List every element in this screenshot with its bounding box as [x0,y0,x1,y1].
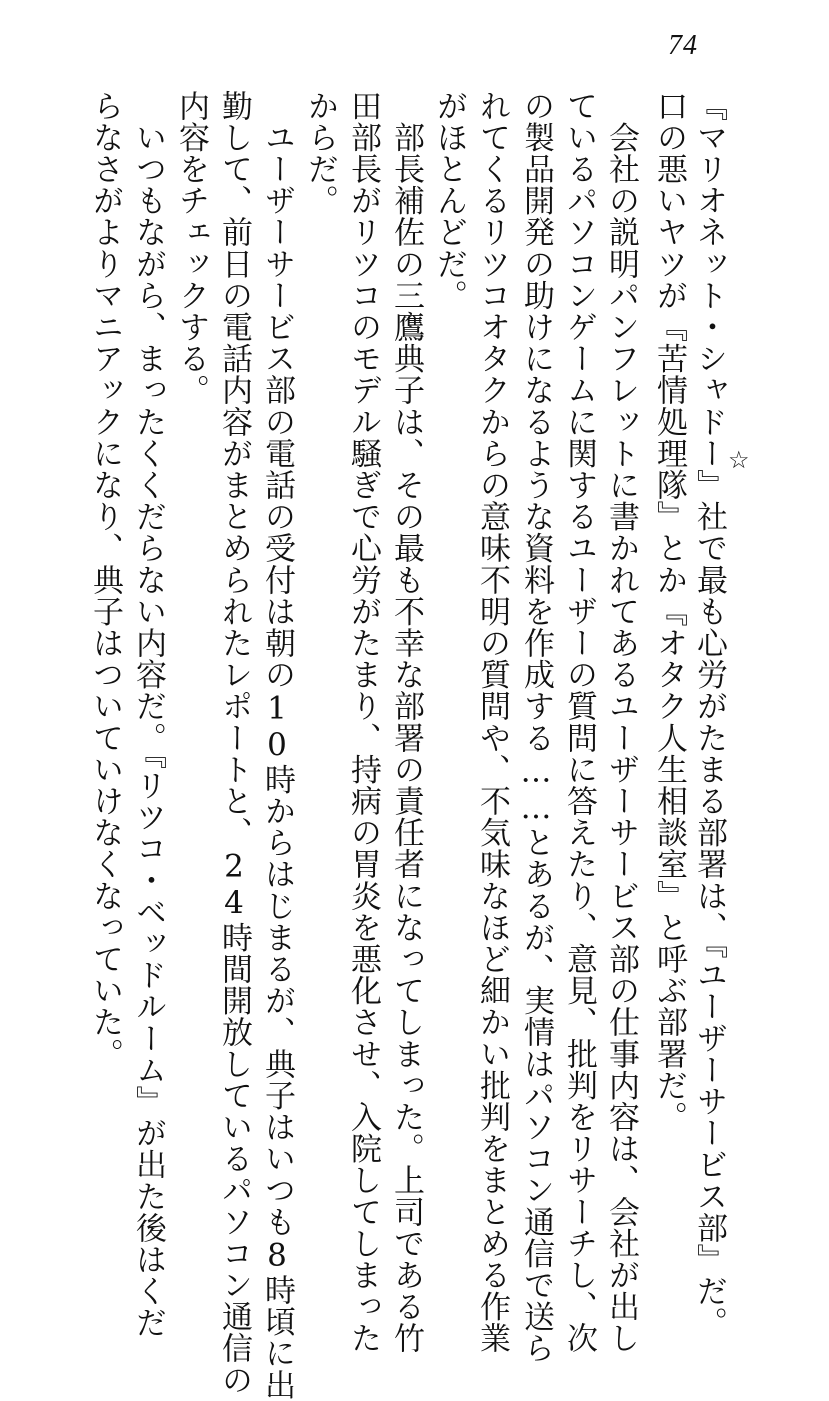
text-column-4: ているパソコンゲームに関するユーザーの質問に答えたり、意見、批判をリサーチし、次 [561,90,597,1354]
text-column-12: 勤して、前日の電話内容がまとめられたレポートと、24時間開放しているパソコン通信の [216,90,252,1396]
page-number: 74 [668,30,698,61]
text-column-8: 部長補佐の三鷹典子は、その最も不幸な部署の責任者になってしまった。上司である竹 [388,90,424,1354]
text-column-2: 口の悪いヤツが『苦情処理隊』とか『オタク人生相談室』と呼ぶ部署だ。 [651,90,687,1133]
text-column-7: がほとんどだ。 [431,90,467,312]
text-column-9: 田部長がリツコのモデル騒ぎで心労がたまり、持病の胃炎を悪化させ、入院してしまった [345,90,381,1354]
text-column-13: 内容をチェックする。 [173,90,209,406]
text-column-15: らなさがよりマニアックになり、典子はついていけなくなっていた。 [87,90,123,1070]
text-column-1: 『マリオネット・シャドー』社で最も心労がたまる部署は、『ユーザーサービス部』だ。 [691,90,727,1339]
text-column-3: 会社の説明パンフレットに書かれてあるユーザーサービス部の仕事内容は、会社が出し [603,90,639,1354]
text-column-10: からだ。 [302,90,338,217]
text-column-6: れてくるリツコオタクからの意味不明の質問や、不気味なほど細かい批判をまとめる作業 [474,90,510,1354]
text-column-5: の製品開発の助けになるような資料を作成する……とあるが、実情はパソコン通信で送ら [518,90,554,1364]
text-column-14: いつもながら、まったくくだらない内容だ。『リツコ・ベッドルーム』が出た後はくだ [130,90,166,1339]
star-divider: ☆ [728,446,750,474]
text-column-11: ユーザーサービス部の電話の受付は朝の10時からはじまるが、典子はいつも8時頃に出 [259,90,295,1401]
